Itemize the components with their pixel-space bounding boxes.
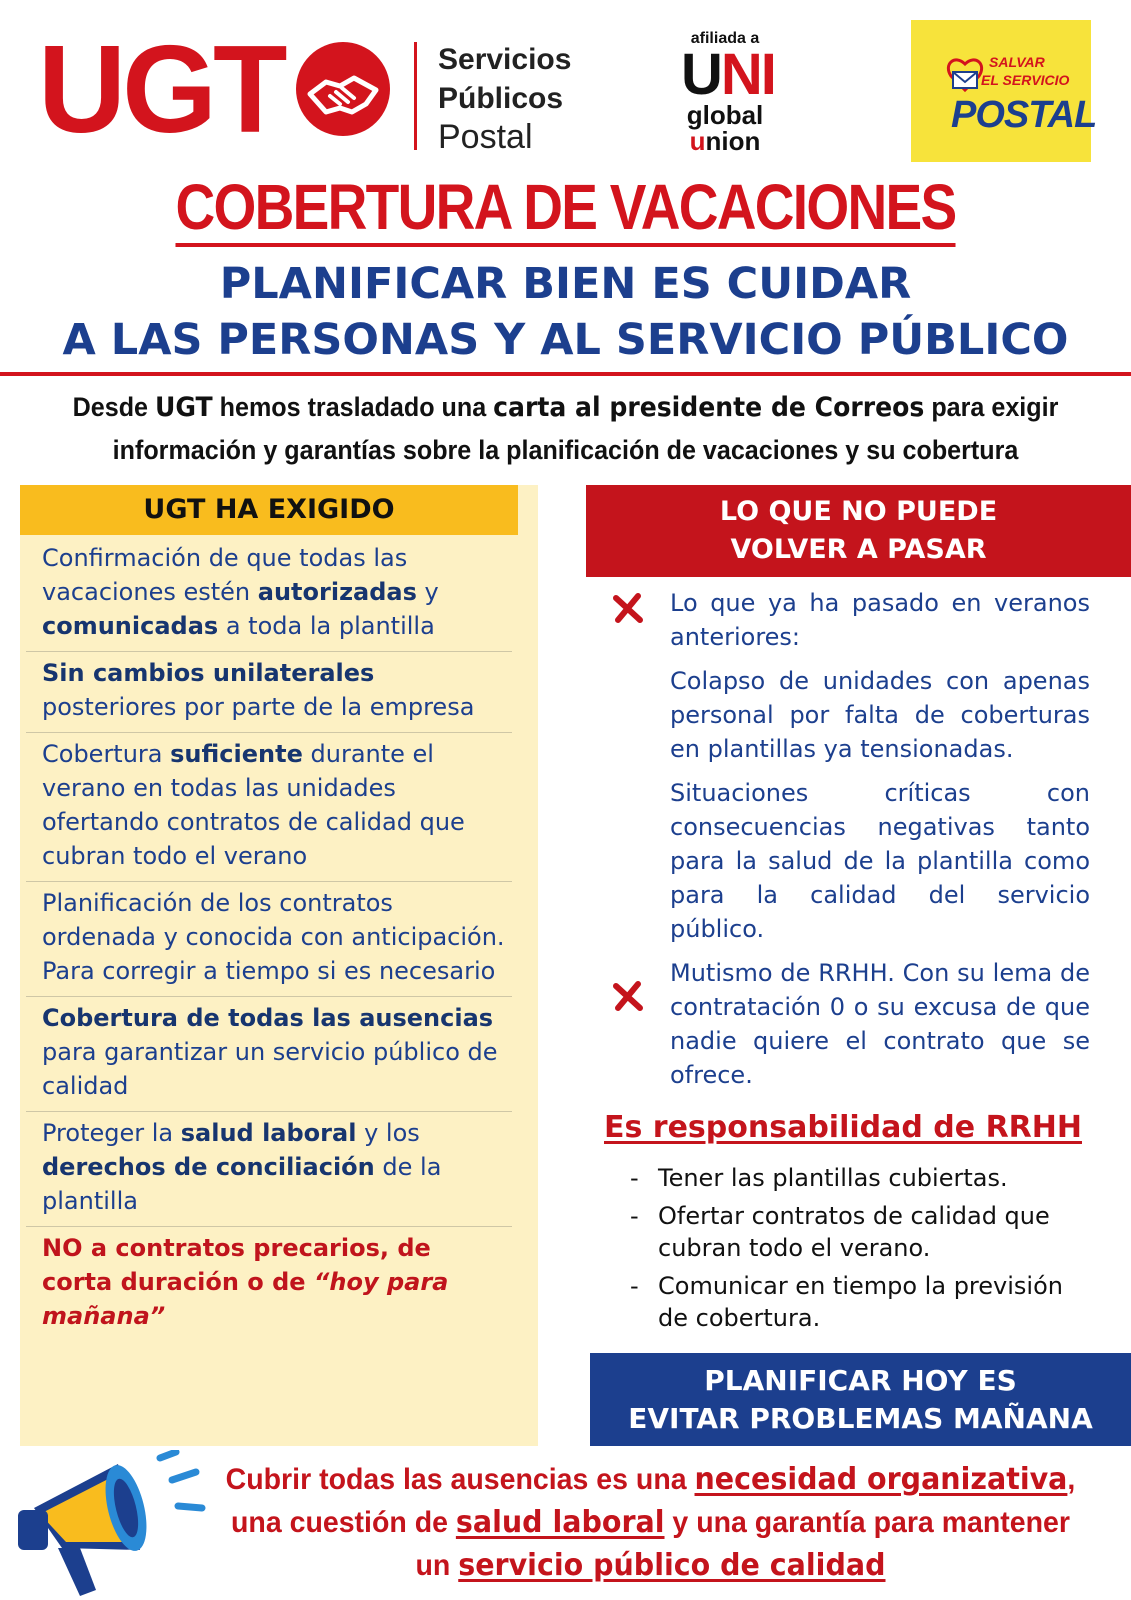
uni-union-rest: nion	[705, 126, 761, 156]
must-not-happen-line-1: LO QUE NO PUEDE	[719, 496, 998, 527]
megaphone-icon	[10, 1450, 210, 1600]
issue-item	[610, 776, 1090, 946]
ugt-logo-text: UGT	[38, 19, 284, 159]
title-divider	[0, 372, 1131, 376]
uni-global-union-logo	[681, 30, 775, 156]
issue-item	[610, 664, 1090, 766]
list-item: - Ofertar contratos de calidad que cubran todo el verano.	[658, 1200, 1098, 1264]
demand-item: Confirmación de que todas las vacaciones estén autorizadas y comunicadas a toda la plantilla	[26, 537, 512, 652]
hr-responsibility-title: Es responsabilidad de RRHH	[604, 1110, 1082, 1145]
page-title	[79, 171, 1052, 243]
intro-line-2: información y garantías sobre la planificación de vacaciones y su cobertura	[112, 435, 1019, 465]
sp-line-2: Públicos	[438, 82, 564, 115]
demand-item: Cobertura suficiente durante el verano en todas las unidades ofertando contratos de calidad que cubran todo el verano	[26, 733, 512, 882]
page-subtitle	[0, 256, 1131, 368]
salvar-servicio-postal-logo	[911, 20, 1097, 162]
issue-text: Situaciones críticas con consecuencias negativas tanto para la salud de la plantilla como para la calidad del servicio público.	[670, 779, 1090, 943]
issue-text: Mutismo de RRHH. Con su lema de contratación 0 o su excusa de que nadie quiere el contrato que se ofrece.	[670, 959, 1090, 1089]
uni-u: U	[681, 42, 721, 107]
ugt-demands-panel	[20, 485, 538, 1446]
postal-logo-line-3: POSTAL	[951, 94, 1097, 136]
issue-text: Colapso de unidades con apenas personal por falta de coberturas en plantillas ya tensionadas.	[670, 667, 1090, 763]
footer-message: Cubrir todas las ausencias es una necesidad organizativa, una cuestión de salud laboral y una garantía para mantener un servicio público de calidad	[225, 1462, 1076, 1583]
banner-line-2: EVITAR PROBLEMAS MAÑANA	[628, 1402, 1093, 1435]
demand-item: Sin cambios unilaterales posteriores por parte de la empresa	[26, 652, 512, 733]
x-mark-icon	[610, 978, 646, 1014]
header	[0, 0, 1131, 170]
x-mark-icon	[610, 590, 646, 626]
ugt-demands-header: UGT HA EXIGIDO	[20, 485, 518, 535]
subtitle-line-2: A LAS PERSONAS Y AL SERVICIO PÚBLICO	[62, 315, 1069, 365]
list-item: - Tener las plantillas cubiertas.	[658, 1162, 1098, 1194]
hr-responsibility-list	[628, 1162, 1098, 1340]
list-item: - Comunicar en tiempo la previsión de cobertura.	[658, 1270, 1098, 1334]
sp-line-3: Postal	[438, 118, 533, 156]
uni-union-u: u	[689, 126, 706, 156]
issue-item	[610, 586, 1090, 654]
postal-logo-line-1: SALVAR	[989, 54, 1045, 70]
intro-part: para exigir	[924, 392, 1059, 422]
issue-item	[610, 956, 1090, 1092]
must-not-happen-line-2: VOLVER A PASAR	[730, 534, 987, 565]
issue-text: Lo que ya ha pasado en veranos anteriores:	[670, 589, 1090, 651]
demand-item: Planificación de los contratos ordenada y conocida con anticipación. Para corregir a tiempo si es necesario	[26, 882, 512, 997]
sp-line-1: Servicios	[438, 43, 572, 76]
plan-today-banner	[590, 1353, 1131, 1446]
subtitle-line-1: PLANIFICAR BIEN ES CUIDAR	[219, 259, 912, 309]
demand-item: Proteger la salud laboral y los derechos de conciliación de la plantilla	[26, 1112, 512, 1227]
uni-ni: NI	[720, 42, 775, 107]
postal-logo-line-2: EL SERVICIO	[981, 72, 1070, 88]
intro-letter: carta al presidente de Correos	[493, 392, 925, 423]
banner-line-1: PLANIFICAR HOY ES	[704, 1364, 1017, 1397]
past-issues-list	[610, 586, 1090, 1102]
intro-ugt: UGT	[154, 392, 213, 423]
demand-item: Cobertura de todas las ausencias para garantizar un servicio público de calidad	[26, 997, 512, 1112]
servicios-publicos-postal-label	[438, 40, 571, 157]
handshake-icon	[296, 42, 390, 136]
intro-text	[40, 386, 1092, 471]
intro-part: Desde	[72, 392, 155, 422]
uni-global: global	[686, 100, 764, 130]
uni-affiliated-text: afiliada a	[690, 30, 760, 47]
logo-divider	[414, 42, 417, 150]
page-title-text: COBERTURA DE VACACIONES	[176, 171, 956, 247]
ugt-demands-list	[26, 537, 512, 1341]
demand-item-no-precarious: NO a contratos precarios, de corta duración o de “hoy para mañana”	[42, 1234, 449, 1330]
intro-part: hemos trasladado una	[212, 392, 494, 422]
must-not-happen-header	[586, 485, 1131, 577]
